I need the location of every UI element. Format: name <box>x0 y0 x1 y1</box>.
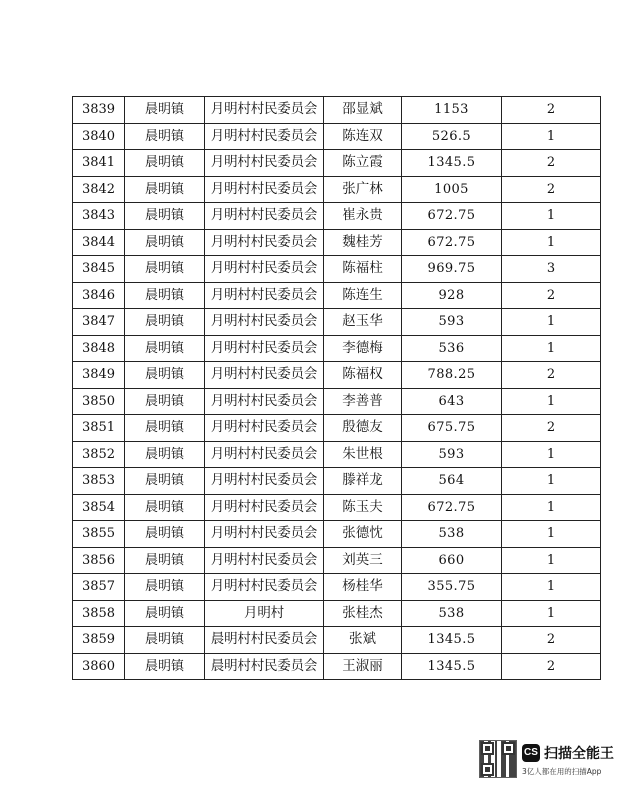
committee-cell: 月明村村民委员会 <box>205 309 324 336</box>
count-cell: 1 <box>502 521 601 548</box>
table-row <box>73 309 601 336</box>
table-row <box>73 627 601 654</box>
person-name-cell: 张桂杰 <box>324 600 402 627</box>
person-name-cell: 张广林 <box>324 176 402 203</box>
record-id-cell: 3848 <box>73 335 125 362</box>
town-cell: 晨明镇 <box>125 441 205 468</box>
committee-cell: 月明村村民委员会 <box>205 468 324 495</box>
record-id-cell: 3859 <box>73 627 125 654</box>
camscanner-logo-icon: CS <box>522 744 540 762</box>
person-name-cell: 朱世根 <box>324 441 402 468</box>
count-cell: 1 <box>502 441 601 468</box>
town-cell: 晨明镇 <box>125 627 205 654</box>
person-name-cell: 陈福权 <box>324 362 402 389</box>
records-table-body <box>73 97 601 680</box>
committee-cell: 月明村村民委员会 <box>205 521 324 548</box>
person-name-cell: 殷德友 <box>324 415 402 442</box>
amount-cell: 593 <box>402 309 502 336</box>
count-cell: 1 <box>502 547 601 574</box>
town-cell: 晨明镇 <box>125 415 205 442</box>
table-row <box>73 229 601 256</box>
table-row <box>73 203 601 230</box>
amount-cell: 672.75 <box>402 494 502 521</box>
table-row <box>73 415 601 442</box>
committee-cell: 月明村村民委员会 <box>205 256 324 283</box>
person-name-cell: 崔永贵 <box>324 203 402 230</box>
count-cell: 2 <box>502 97 601 124</box>
count-cell: 1 <box>502 309 601 336</box>
table-row <box>73 547 601 574</box>
town-cell: 晨明镇 <box>125 176 205 203</box>
record-id-cell: 3854 <box>73 494 125 521</box>
record-id-cell: 3855 <box>73 521 125 548</box>
amount-cell: 1345.5 <box>402 653 502 680</box>
record-id-cell: 3856 <box>73 547 125 574</box>
person-name-cell: 陈玉夫 <box>324 494 402 521</box>
record-id-cell: 3841 <box>73 150 125 177</box>
record-id-cell: 3852 <box>73 441 125 468</box>
count-cell: 1 <box>502 388 601 415</box>
qr-code-icon <box>479 740 517 778</box>
amount-cell: 788.25 <box>402 362 502 389</box>
amount-cell: 643 <box>402 388 502 415</box>
count-cell: 1 <box>502 574 601 601</box>
amount-cell: 928 <box>402 282 502 309</box>
person-name-cell: 张德忱 <box>324 521 402 548</box>
amount-cell: 969.75 <box>402 256 502 283</box>
qr-finder-icon <box>502 742 515 755</box>
record-id-cell: 3843 <box>73 203 125 230</box>
committee-cell: 晨明村村民委员会 <box>205 653 324 680</box>
count-cell: 2 <box>502 362 601 389</box>
person-name-cell: 刘英三 <box>324 547 402 574</box>
committee-cell: 月明村村民委员会 <box>205 176 324 203</box>
amount-cell: 536 <box>402 335 502 362</box>
town-cell: 晨明镇 <box>125 282 205 309</box>
person-name-cell: 陈立霞 <box>324 150 402 177</box>
table-row <box>73 388 601 415</box>
town-cell: 晨明镇 <box>125 653 205 680</box>
town-cell: 晨明镇 <box>125 468 205 495</box>
table-row <box>73 521 601 548</box>
town-cell: 晨明镇 <box>125 229 205 256</box>
person-name-cell: 魏桂芳 <box>324 229 402 256</box>
person-name-cell: 邵显斌 <box>324 97 402 124</box>
count-cell: 1 <box>502 600 601 627</box>
amount-cell: 526.5 <box>402 123 502 150</box>
count-cell: 3 <box>502 256 601 283</box>
record-id-cell: 3840 <box>73 123 125 150</box>
person-name-cell: 陈连双 <box>324 123 402 150</box>
record-id-cell: 3849 <box>73 362 125 389</box>
table-row <box>73 441 601 468</box>
person-name-cell: 王淑丽 <box>324 653 402 680</box>
record-id-cell: 3860 <box>73 653 125 680</box>
town-cell: 晨明镇 <box>125 203 205 230</box>
record-id-cell: 3857 <box>73 574 125 601</box>
amount-cell: 355.75 <box>402 574 502 601</box>
town-cell: 晨明镇 <box>125 547 205 574</box>
brand-tagline: 3亿人都在用的扫描App <box>522 767 602 776</box>
amount-cell: 672.75 <box>402 203 502 230</box>
table-row <box>73 653 601 680</box>
town-cell: 晨明镇 <box>125 335 205 362</box>
committee-cell: 月明村村民委员会 <box>205 150 324 177</box>
table-row <box>73 282 601 309</box>
person-name-cell: 张斌 <box>324 627 402 654</box>
town-cell: 晨明镇 <box>125 600 205 627</box>
record-id-cell: 3842 <box>73 176 125 203</box>
person-name-cell: 李德梅 <box>324 335 402 362</box>
table-row <box>73 97 601 124</box>
record-id-cell: 3844 <box>73 229 125 256</box>
table-row <box>73 176 601 203</box>
table-row <box>73 335 601 362</box>
committee-cell: 月明村村民委员会 <box>205 494 324 521</box>
person-name-cell: 陈连生 <box>324 282 402 309</box>
table-row <box>73 256 601 283</box>
table-row <box>73 600 601 627</box>
committee-cell: 月明村村民委员会 <box>205 547 324 574</box>
count-cell: 2 <box>502 282 601 309</box>
town-cell: 晨明镇 <box>125 150 205 177</box>
committee-cell: 月明村村民委员会 <box>205 415 324 442</box>
person-name-cell: 赵玉华 <box>324 309 402 336</box>
committee-cell: 月明村村民委员会 <box>205 123 324 150</box>
town-cell: 晨明镇 <box>125 574 205 601</box>
count-cell: 2 <box>502 627 601 654</box>
count-cell: 2 <box>502 415 601 442</box>
record-id-cell: 3846 <box>73 282 125 309</box>
town-cell: 晨明镇 <box>125 97 205 124</box>
committee-cell: 月明村村民委员会 <box>205 282 324 309</box>
committee-cell: 月明村村民委员会 <box>205 229 324 256</box>
amount-cell: 1005 <box>402 176 502 203</box>
person-name-cell: 杨桂华 <box>324 574 402 601</box>
record-id-cell: 3858 <box>73 600 125 627</box>
count-cell: 1 <box>502 468 601 495</box>
committee-cell: 月明村 <box>205 600 324 627</box>
scanner-watermark <box>479 740 619 784</box>
committee-cell: 晨明村村民委员会 <box>205 627 324 654</box>
committee-cell: 月明村村民委员会 <box>205 362 324 389</box>
committee-cell: 月明村村民委员会 <box>205 574 324 601</box>
amount-cell: 593 <box>402 441 502 468</box>
record-id-cell: 3845 <box>73 256 125 283</box>
person-name-cell: 李善普 <box>324 388 402 415</box>
amount-cell: 675.75 <box>402 415 502 442</box>
count-cell: 2 <box>502 176 601 203</box>
town-cell: 晨明镇 <box>125 362 205 389</box>
town-cell: 晨明镇 <box>125 521 205 548</box>
committee-cell: 月明村村民委员会 <box>205 441 324 468</box>
count-cell: 1 <box>502 229 601 256</box>
person-name-cell: 陈福柱 <box>324 256 402 283</box>
record-id-cell: 3851 <box>73 415 125 442</box>
record-id-cell: 3853 <box>73 468 125 495</box>
amount-cell: 1153 <box>402 97 502 124</box>
table-row <box>73 468 601 495</box>
town-cell: 晨明镇 <box>125 388 205 415</box>
table-row <box>73 150 601 177</box>
count-cell: 1 <box>502 494 601 521</box>
record-id-cell: 3839 <box>73 97 125 124</box>
town-cell: 晨明镇 <box>125 309 205 336</box>
brand-name: 扫描全能王 <box>544 746 614 762</box>
count-cell: 2 <box>502 150 601 177</box>
amount-cell: 564 <box>402 468 502 495</box>
amount-cell: 1345.5 <box>402 627 502 654</box>
table-row <box>73 362 601 389</box>
town-cell: 晨明镇 <box>125 256 205 283</box>
count-cell: 1 <box>502 335 601 362</box>
amount-cell: 672.75 <box>402 229 502 256</box>
record-id-cell: 3850 <box>73 388 125 415</box>
committee-cell: 月明村村民委员会 <box>205 335 324 362</box>
committee-cell: 月明村村民委员会 <box>205 388 324 415</box>
person-name-cell: 滕祥龙 <box>324 468 402 495</box>
committee-cell: 月明村村民委员会 <box>205 203 324 230</box>
amount-cell: 1345.5 <box>402 150 502 177</box>
qr-finder-icon <box>481 742 494 755</box>
amount-cell: 538 <box>402 521 502 548</box>
committee-cell: 月明村村民委员会 <box>205 97 324 124</box>
table-row <box>73 574 601 601</box>
record-id-cell: 3847 <box>73 309 125 336</box>
qr-finder-icon <box>481 763 494 776</box>
count-cell: 1 <box>502 203 601 230</box>
amount-cell: 660 <box>402 547 502 574</box>
records-table <box>72 96 601 680</box>
town-cell: 晨明镇 <box>125 494 205 521</box>
town-cell: 晨明镇 <box>125 123 205 150</box>
table-row <box>73 123 601 150</box>
table-row <box>73 494 601 521</box>
amount-cell: 538 <box>402 600 502 627</box>
count-cell: 1 <box>502 123 601 150</box>
count-cell: 2 <box>502 653 601 680</box>
